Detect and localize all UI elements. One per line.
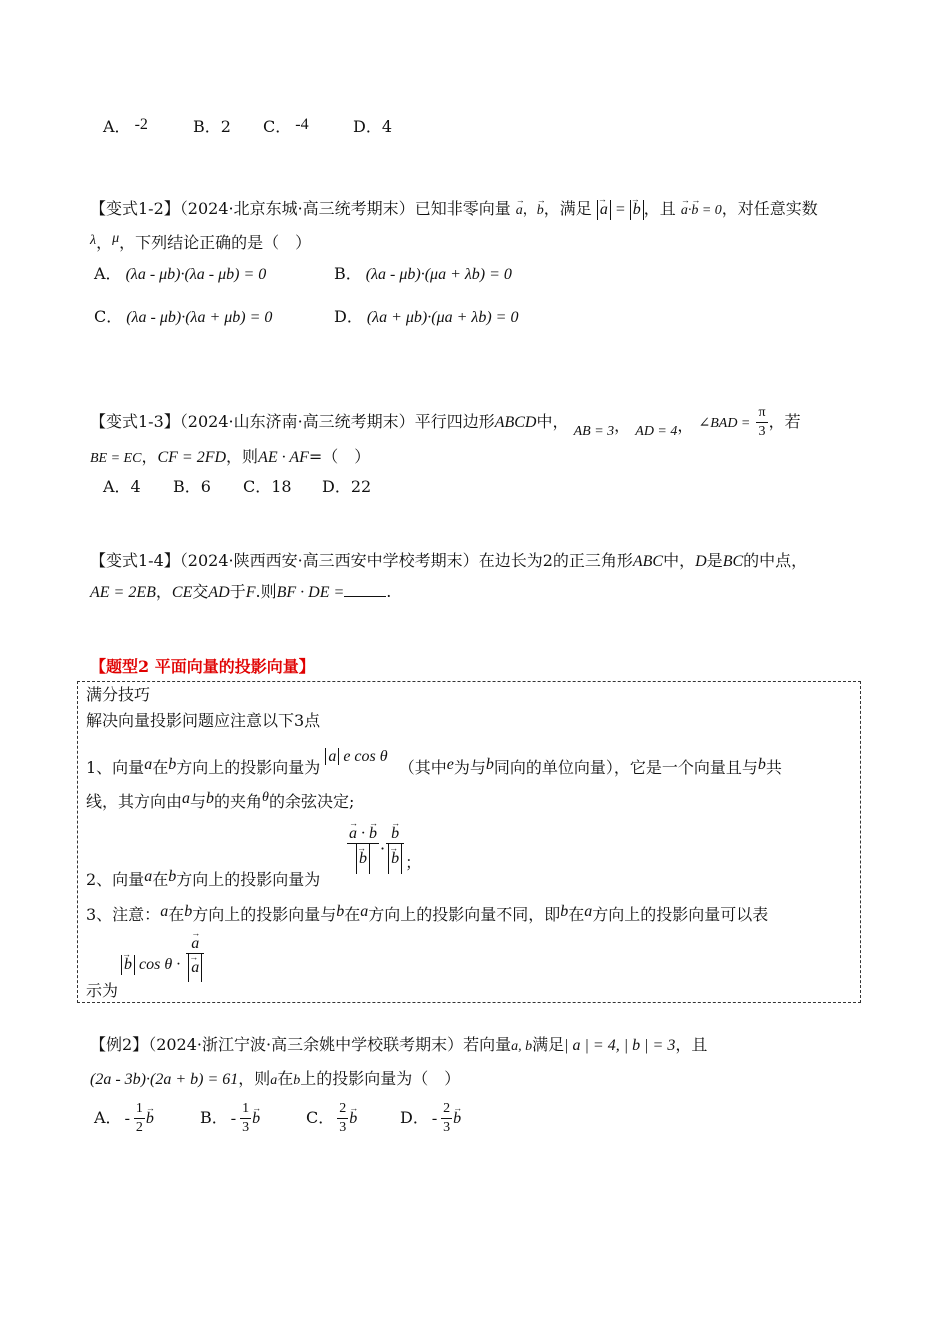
option-d: D．4 <box>353 117 393 136</box>
option-a: A． -2 <box>103 116 148 136</box>
question-1-3-line1: 【变式1-3】（2024·山东济南·高三统考期末）平行四边形ABCD中， AB = 3， AD = 4， ∠BAD = $\frac{\pi}{3}$ ，若 <box>90 405 801 439</box>
question-1-4-line2: AE = 2EB，CE交AD于F.则BF · DE = . <box>90 582 392 601</box>
option-a: A．4 <box>103 477 141 496</box>
projection-formula: → a · → b → b · → b → b ； <box>346 825 421 874</box>
question-1-4-line1: 【变式1-4】（2024·陕西西安·高三西安中学校考期末）在边长为2的正三角形ABC中，D是BC的中点， <box>90 551 808 570</box>
option-d: D． (λa + μb)·(μa + λb) = 0 <box>334 307 519 326</box>
tip-1-line2: 线，其方向由a与b的夹角θ的余弦决定; <box>86 790 355 811</box>
example-2-line2: (2a - 3b)·(2a + b) = 61，则a在b上的投影向量为（ ） <box>90 1069 461 1088</box>
option-b: B． (λa - μb)·(μa + λb) = 0 <box>334 264 512 283</box>
option-d: D．22 <box>322 477 372 496</box>
tip-1-line1: 1、向量a在b方向上的投影向量为 a e cos θ （其中e为与b同向的单位向量），它是一个向量且与b共 <box>86 748 782 777</box>
question-1-3-line2: BE = EC，CF = 2FD，则AE · AF=（ ） <box>90 447 371 466</box>
vector-b: → b <box>537 201 544 221</box>
tips-intro: 解决向量投影问题应注意以下3点 <box>86 711 321 730</box>
tips-title: 满分技巧 <box>86 685 151 704</box>
option-a: A． - $\frac{1}{2}$ → b <box>94 1100 154 1137</box>
option-b: B．6 <box>173 477 211 496</box>
option-c: C． -4 <box>263 116 309 136</box>
tip-2: 2、向量a在b方向上的投影向量为 <box>86 868 321 889</box>
section-title: 【题型2 平面向量的投影向量】 <box>90 657 315 676</box>
option-c: C．18 <box>243 477 292 496</box>
example-2-line1: 【例2】（2024·浙江宁波·高三余姚中学校联考期末）若向量a, b满足| a | = 4, | b | = 3，且 <box>90 1035 708 1054</box>
option-d: D． - $\frac{2}{3}$ → b <box>400 1100 461 1137</box>
question-1-2-line1: 【变式1-2】（2024·北京东城·高三统考期末）已知非零向量 → a，→ b，满足 → a = → b ，且 → a·→ b = 0，对任意实数 <box>90 199 818 221</box>
tip-3: 3、注意：a在b方向上的投影向量与b在a方向上的投影向量不同，即b在a方向上的投影向量可以表 <box>86 903 769 924</box>
option-c: C． (λa - μb)·(λa + μb) = 0 <box>94 307 273 326</box>
projection-formula-2: → b cos θ · → a → a <box>121 935 205 982</box>
answer-blank[interactable] <box>344 582 386 597</box>
vector-a: → a <box>516 201 523 221</box>
tip-3-line2: 示为 <box>86 981 119 1000</box>
question-1-2-line2: λ，μ，下列结论正确的是（ ） <box>90 231 312 252</box>
option-a: A． (λa - μb)·(λa - μb) = 0 <box>94 264 267 283</box>
fraction-pi-over-3: $\frac{\pi}{3}$ <box>758 405 766 439</box>
option-b: B． - $\frac{1}{3}$ → b <box>200 1100 260 1137</box>
option-c: C． $\frac{2}{3}$ → b <box>306 1100 357 1137</box>
option-b: B．2 <box>193 117 231 136</box>
